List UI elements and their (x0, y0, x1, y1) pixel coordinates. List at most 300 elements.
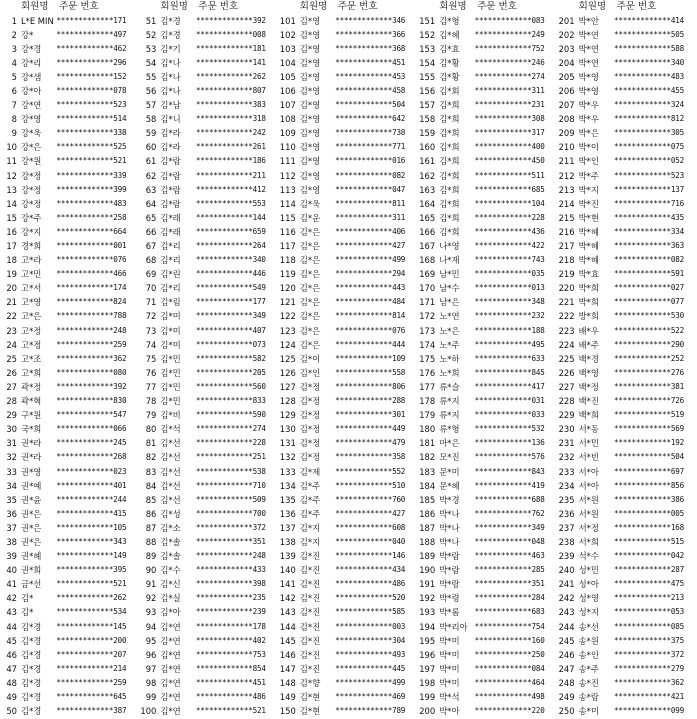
order-number: *************368 (335, 43, 406, 53)
order-number: *************362 (56, 353, 127, 363)
order-number: *************386 (614, 494, 684, 504)
member-name: 김*은 (299, 241, 321, 251)
row-index: 52 (145, 29, 157, 40)
order-number: *************843 (474, 466, 545, 476)
row-index: 8 (11, 114, 17, 125)
member-name: 김*효 (439, 43, 460, 54)
member-name: 고*조 (21, 353, 42, 364)
member-name: 김*제 (299, 466, 321, 477)
order-number: *************421 (614, 692, 684, 701)
table-row (139, 380, 278, 394)
order-number: *************235 (195, 593, 266, 603)
row-index: 205 (558, 71, 575, 82)
row-index: 129 (279, 410, 296, 421)
member-name: 성*아 (578, 579, 599, 590)
member-name: 김*민 (160, 353, 181, 364)
table-row (418, 352, 557, 366)
member-name: 박*혜 (578, 255, 599, 266)
row-index: 243 (558, 607, 575, 618)
row-index: 41 (6, 579, 17, 590)
row-index: 9 (11, 128, 17, 139)
order-number: *************664 (56, 226, 127, 236)
order-number: *************268 (56, 452, 127, 462)
row-index: 18 (6, 255, 17, 266)
member-name: 김*희 (439, 198, 460, 209)
order-number: *************515 (614, 536, 684, 546)
order-number: *************752 (474, 43, 545, 53)
member-name: 김*진 (299, 579, 321, 590)
order-number: *************449 (335, 424, 406, 434)
member-name: 김*미 (160, 339, 181, 350)
row-index: 232 (558, 452, 575, 463)
row-index: 17 (6, 241, 17, 251)
table-row (558, 620, 697, 634)
table-row (139, 70, 278, 84)
order-number: *************519 (614, 410, 684, 420)
order-number: *************521 (56, 156, 127, 166)
header-member-name: 회원명 (21, 1, 49, 12)
member-name: L*E MIN (21, 15, 54, 26)
member-name: 김*희 (439, 212, 460, 223)
member-name: 김*지 (299, 522, 321, 533)
row-index: 83 (145, 466, 157, 477)
list-column (558, 0, 697, 718)
order-number: *************048 (474, 536, 545, 546)
order-number: *************762 (474, 508, 545, 518)
table-row (558, 662, 697, 676)
row-index: 160 (419, 142, 436, 153)
member-name: 김*은 (299, 325, 321, 336)
row-index: 197 (419, 663, 436, 674)
table-row (0, 366, 139, 380)
row-index: 56 (145, 85, 157, 96)
member-name: 김*정 (299, 424, 321, 435)
table-row (139, 42, 278, 56)
member-name: 김*희 (439, 170, 460, 181)
member-name: 김*람 (160, 156, 181, 167)
row-index: 63 (145, 184, 157, 195)
order-number: *************576 (474, 452, 545, 462)
member-name: 김*래 (160, 212, 181, 223)
member-name: 송*람 (578, 692, 599, 702)
order-number: *************510 (335, 480, 406, 490)
order-number: *************530 (614, 311, 684, 321)
table-row (279, 352, 418, 366)
order-number: *************288 (335, 396, 406, 406)
order-number: *************419 (474, 480, 545, 490)
member-name: 김* (21, 593, 34, 604)
row-index: 40 (6, 565, 17, 576)
table-row (279, 197, 418, 211)
order-number: *************504 (614, 452, 684, 462)
member-name: 김*민 (160, 381, 181, 392)
order-number: *************499 (335, 255, 406, 265)
member-name: 김* (21, 607, 34, 618)
table-row (139, 521, 278, 535)
row-index: 71 (145, 297, 157, 308)
row-index: 21 (6, 297, 17, 308)
row-index: 142 (279, 593, 296, 604)
row-index: 42 (6, 593, 17, 604)
order-number: *************231 (474, 100, 545, 110)
table-row (139, 239, 278, 253)
table-row (0, 591, 139, 605)
row-index: 250 (558, 706, 575, 717)
member-name: 김*린 (160, 269, 181, 280)
order-number: *************144 (195, 212, 266, 222)
order-number: *************075 (614, 142, 684, 152)
row-index: 11 (6, 156, 17, 167)
row-index: 81 (145, 438, 157, 449)
row-index: 192 (419, 593, 436, 604)
order-number: *************458 (335, 85, 406, 95)
order-number: *************016 (335, 156, 406, 166)
member-name: 김*희 (439, 128, 460, 139)
order-number: *************077 (614, 297, 684, 307)
member-name: 강*샘 (21, 71, 42, 82)
order-number: *************042 (614, 551, 684, 561)
member-name: 김*리 (160, 255, 181, 266)
row-index: 82 (145, 452, 157, 463)
table-row (558, 98, 697, 112)
table-row (279, 521, 418, 535)
member-name: 박*영 (578, 85, 599, 96)
member-name: 고*정 (21, 339, 42, 350)
row-index: 10 (6, 142, 17, 153)
table-row (558, 493, 697, 507)
member-name: 모*진 (439, 452, 460, 463)
member-name: 서*원 (578, 494, 599, 505)
table-row (0, 28, 139, 42)
member-name: 김*정 (299, 438, 321, 449)
order-number: *************511 (474, 170, 545, 180)
member-name: 김*영 (299, 170, 321, 181)
row-index: 68 (145, 255, 157, 266)
table-row (139, 253, 278, 267)
member-name: 김*진 (299, 607, 321, 618)
row-index: 16 (6, 226, 17, 237)
row-index: 157 (419, 100, 436, 111)
table-row (0, 281, 139, 295)
order-number: *************633 (474, 353, 545, 363)
order-number: *************716 (614, 198, 684, 208)
member-name: 강* (21, 29, 34, 40)
table-row (558, 465, 697, 479)
member-name: 송*미 (578, 706, 599, 717)
member-name: 박*혜 (578, 241, 599, 251)
row-index: 87 (145, 522, 157, 533)
table-row (0, 126, 139, 140)
row-index: 200 (419, 706, 436, 717)
table-row (0, 493, 139, 507)
table-row (279, 549, 418, 563)
table-row (279, 422, 418, 436)
order-number: *************788 (56, 311, 127, 321)
member-name: 권*은 (21, 522, 42, 533)
member-name: 서*아 (578, 480, 599, 491)
order-number: *************520 (335, 593, 406, 603)
order-number: *************274 (474, 71, 545, 81)
member-name: 김*희 (439, 100, 460, 111)
order-number: *************294 (335, 269, 406, 279)
row-index: 79 (145, 410, 157, 421)
member-name: 백*영 (578, 367, 599, 378)
table-row (139, 690, 278, 704)
member-name: 김*은 (299, 226, 321, 237)
member-name: 서*정 (578, 522, 599, 533)
table-row (418, 112, 557, 126)
member-name: 김*연 (160, 649, 181, 660)
table-row (418, 42, 557, 56)
row-index: 184 (419, 480, 436, 491)
member-name: 권*은 (21, 508, 42, 519)
table-row (558, 690, 697, 704)
order-number: *************348 (474, 297, 545, 307)
row-index: 104 (279, 57, 296, 68)
table-row (279, 380, 418, 394)
row-index: 5 (11, 71, 17, 82)
member-name: 노*희 (439, 367, 460, 378)
row-index: 220 (558, 283, 575, 294)
row-index: 214 (558, 198, 575, 209)
member-name: 박*우 (578, 114, 599, 125)
row-index: 158 (419, 114, 436, 125)
member-name: 김*아 (160, 607, 181, 618)
table-row (558, 28, 697, 42)
row-index: 136 (279, 508, 296, 519)
row-index: 144 (279, 621, 296, 632)
order-number: *************305 (614, 128, 684, 138)
table-row (139, 493, 278, 507)
table-row (139, 408, 278, 422)
order-number: *************486 (335, 579, 406, 589)
row-index: 20 (6, 283, 17, 294)
member-name: 류*형 (439, 424, 460, 435)
order-number: *************228 (195, 438, 266, 448)
order-number: *************406 (335, 226, 406, 236)
row-index: 100 (140, 706, 157, 717)
order-number: *************434 (335, 565, 406, 575)
order-number: *************082 (335, 170, 406, 180)
order-number: *************023 (56, 466, 127, 476)
order-number: *************525 (56, 142, 127, 152)
table-row (279, 281, 418, 295)
row-index: 202 (558, 29, 575, 40)
member-name: 김*선 (160, 494, 181, 505)
row-index: 110 (279, 142, 296, 153)
member-name: 송*주 (578, 663, 599, 674)
row-index: 29 (6, 410, 17, 421)
header-order-number: 주문 번호 (59, 1, 99, 12)
row-index: 226 (558, 367, 575, 378)
order-number: *************464 (474, 677, 545, 687)
member-name: 박*미 (439, 663, 460, 674)
order-number: *************789 (335, 706, 406, 716)
order-number: *************066 (56, 424, 127, 434)
member-name: 경*희 (21, 241, 42, 251)
order-number: *************013 (474, 283, 545, 293)
member-name: 김*남 (160, 100, 181, 111)
table-row (139, 436, 278, 450)
order-number: *************700 (195, 508, 266, 518)
table-row (139, 591, 278, 605)
table-row (418, 408, 557, 422)
member-name: 김*진 (299, 593, 321, 604)
order-number: *************053 (614, 607, 684, 617)
table-row (0, 98, 139, 112)
row-index: 24 (6, 339, 17, 350)
table-row (418, 281, 557, 295)
order-number: *************149 (56, 551, 127, 561)
order-number: *************814 (335, 311, 406, 321)
order-number: *************080 (56, 367, 127, 377)
member-name: 김*연 (160, 692, 181, 702)
row-index: 92 (145, 593, 157, 604)
member-name: 마*은 (439, 438, 460, 449)
row-index: 248 (558, 677, 575, 688)
order-number: *************047 (335, 184, 406, 194)
list-column (418, 0, 557, 718)
table-row (279, 563, 418, 577)
row-index: 109 (279, 128, 296, 139)
row-index: 121 (279, 297, 296, 308)
member-name: 강*정 (21, 184, 42, 195)
table-row (418, 704, 557, 718)
order-number: *************246 (474, 57, 545, 67)
table-row (0, 408, 139, 422)
order-number: *************608 (335, 522, 406, 532)
member-name: 김*솔 (160, 551, 181, 562)
row-index: 153 (419, 43, 436, 54)
order-number: *************451 (335, 57, 406, 67)
table-row (558, 309, 697, 323)
header-order-number: 주문 번호 (337, 1, 378, 12)
table-row (139, 479, 278, 493)
row-index: 93 (145, 607, 157, 618)
member-name: 강*연 (21, 100, 42, 111)
table-row (0, 704, 139, 718)
member-name: 김*경 (160, 29, 181, 40)
member-name: 남*은 (439, 297, 460, 308)
member-name: 방*희 (578, 311, 599, 322)
row-index: 60 (145, 142, 157, 153)
table-row (0, 535, 139, 549)
member-name: 김*미 (160, 311, 181, 322)
member-name: 김*주 (299, 508, 321, 519)
order-number: *************372 (195, 522, 266, 532)
member-name: 문*혜 (439, 480, 460, 491)
order-number: *************402 (195, 635, 266, 645)
table-row (558, 197, 697, 211)
member-name: 서*아 (578, 466, 599, 477)
order-number: *************450 (474, 156, 545, 166)
row-index: 114 (279, 198, 296, 209)
table-row (139, 225, 278, 239)
row-index: 7 (11, 100, 17, 111)
row-index: 128 (279, 396, 296, 407)
row-index: 61 (145, 156, 157, 167)
row-index: 219 (558, 269, 575, 280)
order-number: *************495 (474, 339, 545, 349)
table-row (558, 338, 697, 352)
member-name: 김*리 (160, 283, 181, 294)
table-row (418, 225, 557, 239)
row-index: 99 (145, 692, 157, 702)
order-number: *************177 (195, 297, 266, 307)
member-name: 김*성 (160, 508, 181, 519)
table-row (558, 634, 697, 648)
order-number: *************697 (614, 466, 684, 476)
row-index: 191 (419, 579, 436, 590)
table-row (418, 183, 557, 197)
member-name: 노*연 (439, 311, 460, 322)
row-index: 198 (419, 677, 436, 688)
member-name: 구*원 (21, 410, 42, 421)
table-row (558, 394, 697, 408)
table-row (0, 690, 139, 704)
order-number: *************366 (335, 29, 406, 39)
table-row (0, 140, 139, 154)
row-index: 246 (558, 649, 575, 660)
row-index: 249 (558, 692, 575, 702)
row-index: 181 (419, 438, 436, 449)
order-number: *************136 (474, 438, 545, 448)
table-row (139, 648, 278, 662)
order-number: *************392 (56, 381, 127, 391)
row-index: 186 (419, 508, 436, 519)
column-header (418, 0, 557, 14)
table-row (139, 112, 278, 126)
row-index: 3 (11, 43, 17, 54)
table-row (558, 436, 697, 450)
row-index: 211 (558, 156, 575, 167)
row-index: 201 (558, 15, 575, 26)
order-number: *************200 (56, 635, 127, 645)
row-index: 73 (145, 325, 157, 336)
table-row (139, 634, 278, 648)
member-name: 김*진 (299, 621, 321, 632)
order-number: *************076 (335, 325, 406, 335)
row-index: 193 (419, 607, 436, 618)
order-number: *************585 (335, 607, 406, 617)
table-row (558, 704, 697, 718)
row-index: 152 (419, 29, 436, 40)
table-row (558, 549, 697, 563)
order-number: *************311 (474, 85, 545, 95)
order-number: *************005 (614, 508, 684, 518)
order-number: *************262 (56, 593, 127, 603)
table-row (0, 211, 139, 225)
order-number: *************251 (195, 452, 266, 462)
member-name: 강*원 (21, 156, 42, 167)
row-index: 127 (279, 381, 296, 392)
member-name: 김*경 (21, 621, 42, 632)
row-index: 75 (145, 353, 157, 364)
row-index: 204 (558, 57, 575, 68)
row-index: 185 (419, 494, 436, 505)
row-index: 95 (145, 635, 157, 646)
order-number: *************340 (195, 255, 266, 265)
order-number: *************483 (56, 198, 127, 208)
table-row (418, 450, 557, 464)
row-index: 194 (419, 621, 436, 632)
member-name: 김*림 (160, 297, 181, 308)
row-index: 12 (6, 170, 17, 181)
member-name: 박*혜 (578, 226, 599, 237)
order-number: *************001 (56, 241, 127, 250)
order-number: *************446 (195, 269, 266, 279)
member-name: 김*나 (160, 71, 181, 82)
